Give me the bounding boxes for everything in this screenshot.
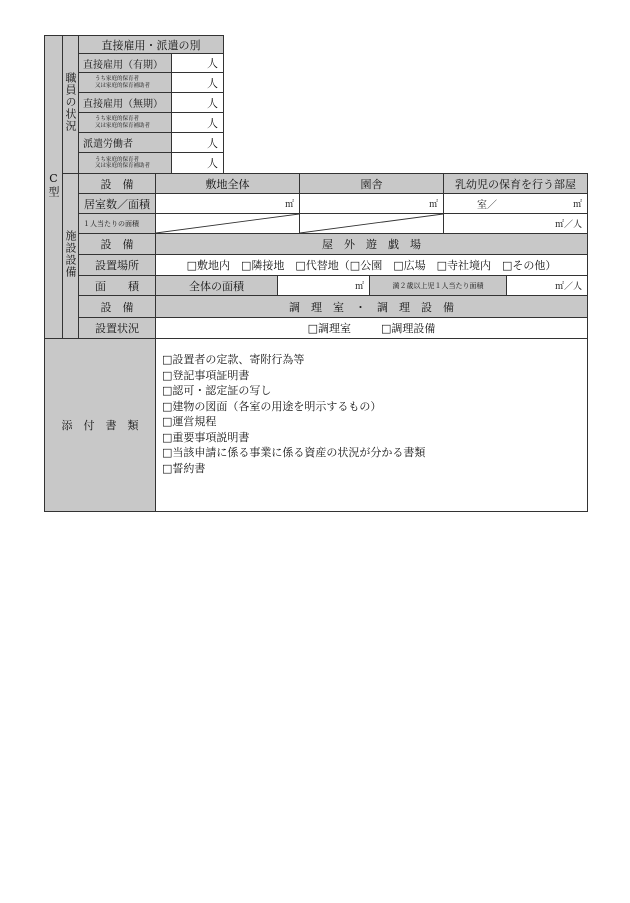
- col-nursery-room: 乳幼児の保育を行う部屋: [443, 173, 588, 194]
- col-building: 園舎: [299, 173, 444, 194]
- staff-unit-direct-indef: 人: [171, 92, 224, 113]
- staff-row-home-line1: うち家庭的保育者: [95, 156, 140, 163]
- per-person-label: １人当たりの面積: [78, 213, 156, 234]
- facility-section-label: 施設設備: [64, 230, 77, 278]
- staff-row-home-line1: うち家庭的保育者: [95, 76, 140, 82]
- location-options: □敷地内 □隣接地 □代替地（□公園 □広場 □寺社境内 □その他）: [155, 254, 588, 276]
- staff-header: 直接雇用・派遣の別: [78, 35, 224, 54]
- attachment-item[interactable]: □建物の図面（各室の用途を明示するもの）: [162, 399, 382, 413]
- outdoor-header: 屋 外 遊 戯 場: [155, 233, 588, 255]
- site-area-value: ㎡: [155, 193, 300, 214]
- staff-row-direct-fixed-home: [78, 72, 172, 93]
- staff-row-direct-indef-home: [78, 112, 172, 133]
- attachment-item[interactable]: □運営規程: [162, 415, 217, 428]
- site-per-person-na: [155, 213, 300, 234]
- staff-section-label: 職員の状況: [64, 72, 77, 132]
- location-label: 設置場所: [78, 254, 156, 276]
- rooms-area-label: 居室数／面積: [78, 193, 156, 214]
- equipment-label-2: 設 備: [78, 233, 156, 255]
- staff-unit-dispatched-home: 人: [171, 152, 224, 174]
- staff-unit-direct-fixed: 人: [171, 53, 224, 73]
- nursery-rooms-area: [443, 193, 588, 214]
- status-label: 設置状況: [78, 317, 156, 339]
- staff-unit-dispatched: 人: [171, 132, 224, 153]
- staff-row-home-line1: うち家庭的保育者: [95, 116, 140, 122]
- staff-row-home-line2: 又は家庭的保育補助者: [95, 82, 151, 89]
- staff-row-dispatched: 派遣労働者: [78, 132, 172, 153]
- total-area-value: ㎡: [277, 275, 370, 296]
- attachments-list: [162, 352, 425, 476]
- staff-row-dispatched-home: [78, 152, 172, 174]
- staff-unit-direct-indef-home: 人: [171, 112, 224, 133]
- staff-row-home-line2: 又は家庭的保育補助者: [95, 122, 151, 129]
- equipment-label-3: 設 備: [78, 295, 156, 318]
- attachment-item[interactable]: □認可・認定証の写し: [162, 384, 272, 397]
- attachment-item[interactable]: □重要事項説明書: [162, 430, 250, 444]
- kitchen-room-checkbox[interactable]: □調理室: [307, 322, 351, 335]
- attachment-item[interactable]: □誓約書: [162, 461, 206, 475]
- attachment-item[interactable]: □登記事項証明書: [162, 368, 250, 382]
- building-per-person-na: [299, 213, 444, 234]
- staff-unit-direct-fixed-home: 人: [171, 72, 224, 93]
- equipment-label-1: 設 備: [78, 173, 156, 194]
- room-unit: 室／: [477, 200, 497, 211]
- per-child-label: 満２歳以上児１人当たり面積: [369, 275, 507, 296]
- nursery-per-person: ㎡／人: [443, 213, 588, 234]
- type-label: C型: [47, 172, 60, 198]
- staff-row-direct-indef: 直接雇用（無期）: [78, 92, 172, 113]
- kitchen-status: [155, 317, 588, 339]
- attachment-item[interactable]: □当該申請に係る事業に係る資産の状況が分かる書類: [162, 446, 426, 459]
- staff-row-home-line2: 又は家庭的保育補助者: [95, 163, 151, 169]
- nursery-sqm: ㎡: [572, 200, 582, 210]
- building-area-value: ㎡: [299, 193, 444, 214]
- attachment-item[interactable]: □設置者の定款、寄附行為等: [162, 353, 305, 366]
- col-site: 敷地全体: [155, 173, 300, 194]
- per-child-value: ㎡／人: [506, 275, 588, 296]
- total-area-label: 全体の面積: [155, 275, 278, 296]
- staff-row-direct-fixed: 直接雇用（有期）: [78, 53, 172, 73]
- attachments-label: 添 付 書 類: [44, 338, 156, 512]
- area-label: 面 積: [78, 275, 156, 296]
- kitchen-header: 調 理 室 ・ 調 理 設 備: [155, 295, 588, 318]
- kitchen-equipment-checkbox[interactable]: □調理設備: [381, 322, 436, 335]
